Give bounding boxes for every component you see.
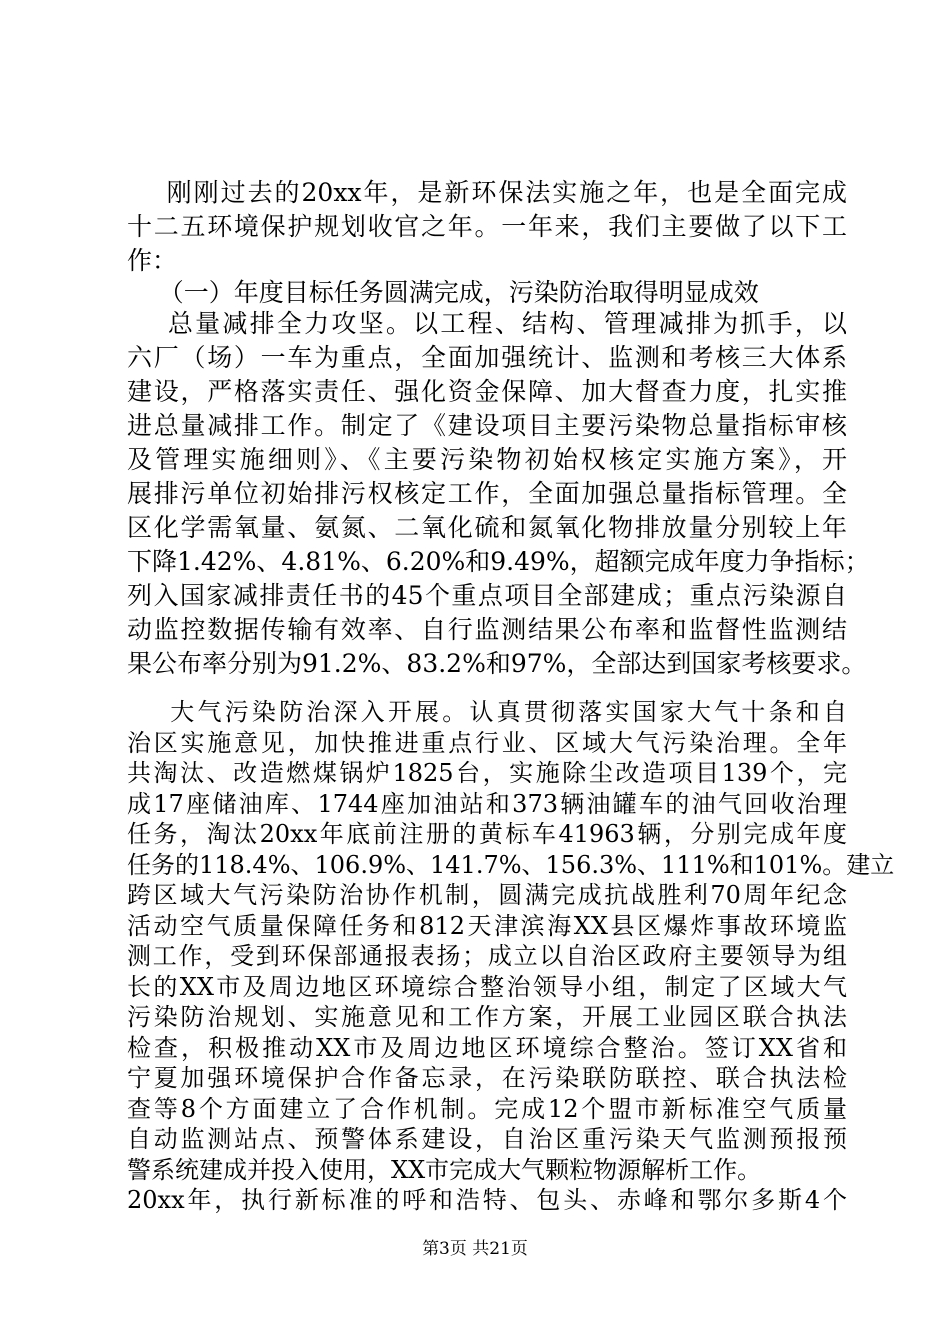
paragraph-line: 成17座储油库、1744座加油站和373辆油罐车的油气回收治理 — [127, 790, 847, 818]
paragraph-line: 宁夏加强环境保护合作备忘录，在污染联防联控、联合执法检 — [127, 1064, 847, 1092]
paragraph-line: 下降1.42%、4.81%、6.20%和9.49%，超额完成年度力争指标； — [127, 547, 870, 576]
paragraph-line: 列入国家减排责任书的45个重点项目全部建成；重点污染源自 — [127, 581, 847, 610]
paragraph-line: 长的XX市及周边地区环境综合整治领导小组，制定了区域大气 — [127, 973, 847, 1001]
paragraph-line: 检查，积极推动XX市及周边地区环境综合整治。签订XX省和 — [127, 1034, 847, 1062]
paragraph-line: 治区实施意见，加快推进重点行业、区域大气污染治理。全年 — [127, 729, 847, 757]
paragraph-line: 任务，淘汰20xx年底前注册的黄标车41963辆，分别完成年度 — [127, 820, 847, 848]
paragraph-line: 20xx年，执行新标准的呼和浩特、包头、赤峰和鄂尔多斯4个 — [127, 1186, 847, 1214]
paragraph-line: 任务的118.4%、106.9%、141.7%、156.3%、111%和101%。建立 — [127, 851, 895, 879]
paragraph-line: 测工作，受到环保部通报表扬；成立以自治区政府主要领导为组 — [127, 942, 847, 970]
paragraph-line: 动监控数据传输有效率、自行监测结果公布率和监督性监测结 — [127, 615, 847, 644]
paragraph-line: 查等8个方面建立了合作机制。完成12个盟市新标准空气质量 — [127, 1095, 847, 1123]
paragraph-line: 作： — [127, 246, 178, 275]
paragraph-line: 污染防治规划、实施意见和工作方案，开展工业园区联合执法 — [127, 1003, 847, 1031]
paragraph-line: 十二五环境保护规划收官之年。一年来，我们主要做了以下工 — [127, 212, 847, 241]
paragraph-line: 进总量减排工作。制定了《建设项目主要污染物总量指标审核 — [127, 411, 847, 440]
paragraph-line: 建设，严格落实责任、强化资金保障、加大督查力度，扎实推 — [127, 377, 847, 406]
page-footer: 第3页 共21页 — [422, 1239, 528, 1259]
paragraph-line: 刚刚过去的20xx年，是新环保法实施之年，也是全面完成 — [127, 178, 847, 207]
paragraph-line: 展排污单位初始排污权核定工作，全面加强总量指标管理。全 — [127, 479, 847, 508]
paragraph-line: 果公布率分别为91.2%、83.2%和97%，全部达到国家考核要求。 — [127, 649, 867, 678]
section-heading: （一）年度目标任务圆满完成，污染防治取得明显成效 — [127, 278, 759, 307]
paragraph-line: 大气污染防治深入开展。认真贯彻落实国家大气十条和自 — [127, 698, 847, 726]
paragraph-line: 区化学需氧量、氨氮、二氧化硫和氮氧化物排放量分别较上年 — [127, 513, 847, 542]
paragraph-line: 总量减排全力攻坚。以工程、结构、管理减排为抓手，以 — [127, 309, 847, 338]
paragraph-line: 活动空气质量保障任务和812天津滨海XX县区爆炸事故环境监 — [127, 912, 847, 940]
paragraph-line: 及管理实施细则》、《主要污染物初始权核定实施方案》，开 — [127, 445, 847, 474]
paragraph-line: 警系统建成并投入使用，XX市完成大气颗粒物源解析工作。 — [127, 1156, 762, 1184]
paragraph-line: 跨区域大气污染防治协作机制，圆满完成抗战胜利70周年纪念 — [127, 881, 847, 909]
paragraph-line: 共淘汰、改造燃煤锅炉1825台，实施除尘改造项目139个，完 — [127, 759, 847, 787]
paragraph-line: 自动监测站点、预警体系建设，自治区重污染天气监测预报预 — [127, 1125, 847, 1153]
paragraph-line: 六厂（场）一车为重点，全面加强统计、监测和考核三大体系 — [127, 343, 847, 372]
